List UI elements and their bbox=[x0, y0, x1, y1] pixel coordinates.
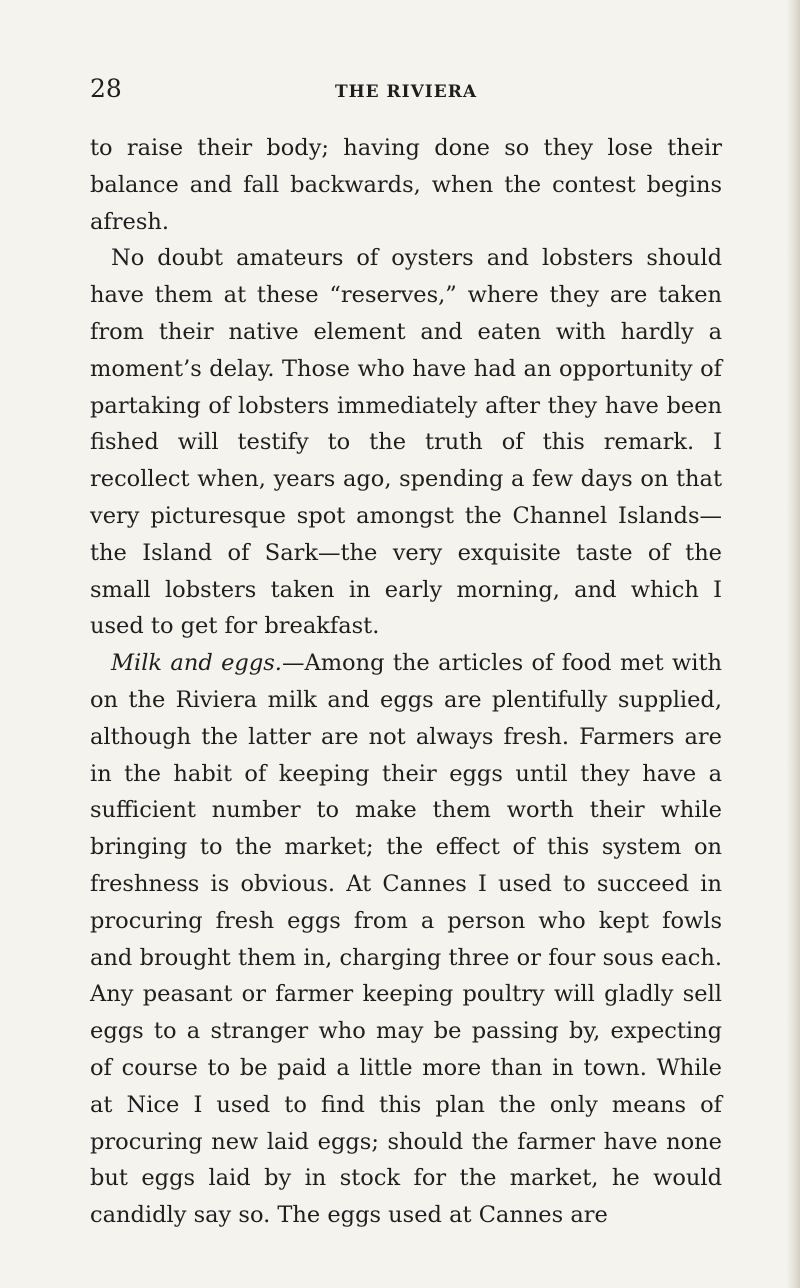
page-number: 28 bbox=[90, 74, 122, 103]
body-text bbox=[90, 130, 722, 1234]
paragraph-milk-and-eggs-text: —Among the articles of food met with on the Riviera milk and eggs are plentifully supplied, although the latter are not always fresh. Farmers are in the habit of keeping their eggs until they have a sufficient number to make them worth their while bringing to the market; the effect of this system on freshness is obvious. At Cannes I used to succeed in procuring fresh eggs from a person who kept fowls and brought them in, charging three or four sous each. Any peasant or farmer keeping poultry will gladly sell eggs to a stranger who may be passing by, expecting of course to be paid a little more than in town. While at Nice I used to find this plan the only means of procuring new laid eggs; should the farmer have none but eggs laid by in stock for the market, he would candidly say so. The eggs used at Cannes are bbox=[90, 650, 723, 1229]
page-header bbox=[90, 74, 722, 114]
paragraph-lobsters: No doubt amateurs of oysters and lobsters should have them at these “reserves,” where they are taken from their native element and eaten with hardly a moment’s delay. Those who have had an opportunity of partaking of lobsters immediately after they have been fished will testify to the truth of this remark. I recollect when, years ago, spending a few days on that very picturesque spot amongst the Channel Islands—the Island of Sark—the very exquisite taste of the small lobsters taken in early morning, and which I used to get for breakfast. bbox=[90, 245, 722, 640]
paragraph-milk-and-eggs bbox=[90, 645, 722, 1234]
running-head: THE RIVIERA bbox=[334, 82, 478, 102]
section-sidehead: Milk and eggs. bbox=[111, 650, 282, 677]
page-edge-shadow bbox=[786, 0, 800, 1288]
paragraph-continuation: to raise their body; having done so they lose their balance and fall backwards, when the contest begins afresh. bbox=[90, 135, 722, 235]
